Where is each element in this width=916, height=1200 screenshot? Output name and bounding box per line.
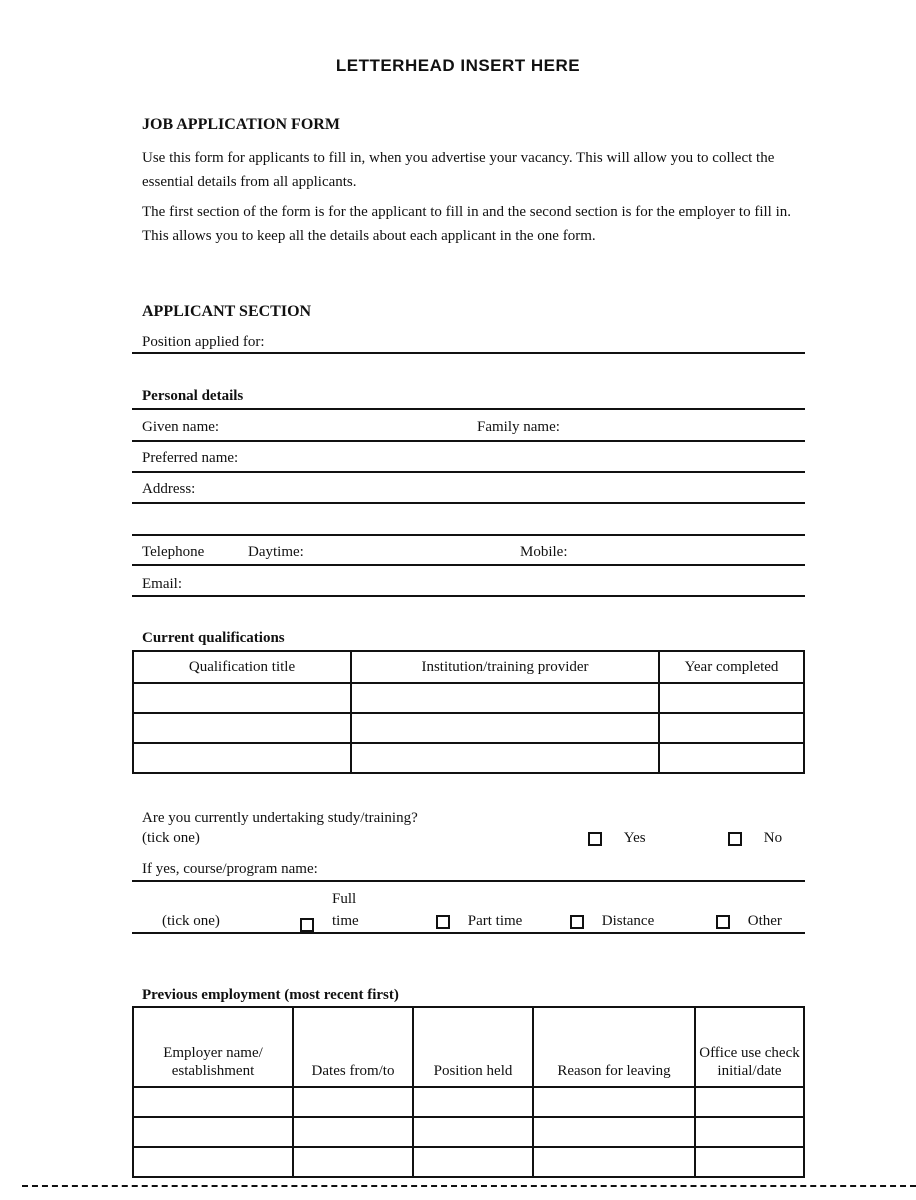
year-completed-header: Year completed xyxy=(659,651,804,683)
part-time-option[interactable] xyxy=(436,913,522,930)
table-cell[interactable] xyxy=(351,743,659,773)
distance-option[interactable] xyxy=(570,913,654,930)
telephone-field[interactable] xyxy=(132,564,805,566)
checkbox-icon[interactable] xyxy=(728,832,742,846)
study-mode-tick-one: (tick one) xyxy=(162,913,220,929)
table-row xyxy=(133,1087,804,1117)
qualifications-title: Current qualifications xyxy=(142,630,285,646)
part-time-label: Part time xyxy=(467,913,523,929)
office-use-header: Office use check initial/date xyxy=(695,1007,804,1087)
table-cell[interactable] xyxy=(413,1117,533,1147)
table-cell[interactable] xyxy=(659,683,804,713)
personal-details-title: Personal details xyxy=(142,388,244,404)
table-cell[interactable] xyxy=(695,1087,804,1117)
distance-label: Distance xyxy=(601,913,655,929)
course-name-label: If yes, course/program name: xyxy=(142,861,318,877)
table-cell[interactable] xyxy=(133,743,351,773)
form-title: JOB APPLICATION FORM xyxy=(142,116,340,133)
given-name-label: Given name: xyxy=(142,419,220,435)
email-label: Email: xyxy=(142,576,182,592)
table-cell[interactable] xyxy=(133,1087,293,1117)
table-cell[interactable] xyxy=(133,1147,293,1177)
other-option[interactable] xyxy=(716,913,782,930)
study-tick-one: (tick one) xyxy=(142,830,200,846)
reason-for-leaving-header: Reason for leaving xyxy=(533,1007,695,1087)
table-cell[interactable] xyxy=(533,1117,695,1147)
institution-header: Institution/training provider xyxy=(351,651,659,683)
course-name-field[interactable] xyxy=(132,880,805,882)
table-cell[interactable] xyxy=(533,1087,695,1117)
family-name-label: Family name: xyxy=(477,419,560,435)
address-field-line-2[interactable] xyxy=(132,534,805,536)
mobile-label: Mobile: xyxy=(520,544,568,560)
table-cell[interactable] xyxy=(413,1147,533,1177)
checkbox-icon[interactable] xyxy=(588,832,602,846)
table-cell[interactable] xyxy=(659,743,804,773)
table-cell[interactable] xyxy=(695,1117,804,1147)
divider xyxy=(132,408,805,410)
table-cell[interactable] xyxy=(695,1147,804,1177)
dates-header: Dates from/to xyxy=(293,1007,413,1087)
other-label: Other xyxy=(747,913,782,929)
table-row xyxy=(133,683,804,713)
intro-paragraph-1: Use this form for applicants to fill in, when you advertise your vacancy. This will allow you to collect the essential details from all applicants. xyxy=(142,150,775,190)
preferred-name-label: Preferred name: xyxy=(142,450,239,466)
table-cell[interactable] xyxy=(351,713,659,743)
table-cell[interactable] xyxy=(133,1117,293,1147)
full-time-label: Full time xyxy=(332,891,359,929)
table-cell[interactable] xyxy=(133,713,351,743)
address-field-line-1[interactable] xyxy=(132,502,805,504)
checkbox-icon[interactable] xyxy=(570,915,584,929)
employment-title: Previous employment (most recent first) xyxy=(142,987,399,1003)
telephone-label: Telephone xyxy=(142,544,205,560)
table-row xyxy=(133,713,804,743)
table-cell[interactable] xyxy=(413,1087,533,1117)
table-cell[interactable] xyxy=(293,1117,413,1147)
yes-label: Yes xyxy=(623,830,646,846)
daytime-label: Daytime: xyxy=(248,544,304,560)
cut-line-divider xyxy=(22,1185,916,1187)
study-question: Are you currently undertaking study/training? xyxy=(142,810,418,826)
qualification-title-header: Qualification title xyxy=(133,651,351,683)
checkbox-icon[interactable] xyxy=(436,915,450,929)
position-applied-label: Position applied for: xyxy=(142,334,265,350)
table-cell[interactable] xyxy=(133,683,351,713)
table-cell[interactable] xyxy=(293,1147,413,1177)
table-row xyxy=(133,743,804,773)
qualifications-table xyxy=(132,650,805,774)
no-label: No xyxy=(763,830,783,846)
study-mode-line xyxy=(132,932,805,934)
employer-header: Employer name/ establishment xyxy=(133,1007,293,1087)
table-cell[interactable] xyxy=(659,713,804,743)
study-yes-option[interactable] xyxy=(588,830,646,847)
position-applied-field[interactable] xyxy=(132,352,805,354)
table-cell[interactable] xyxy=(293,1087,413,1117)
table-row xyxy=(133,1147,804,1177)
table-row xyxy=(133,1117,804,1147)
table-cell[interactable] xyxy=(351,683,659,713)
address-label: Address: xyxy=(142,481,196,497)
position-held-header: Position held xyxy=(413,1007,533,1087)
checkbox-icon[interactable] xyxy=(300,918,314,932)
applicant-section-title: APPLICANT SECTION xyxy=(142,303,312,320)
table-cell[interactable] xyxy=(533,1147,695,1177)
given-family-name-field[interactable] xyxy=(132,440,805,442)
letterhead-placeholder: LETTERHEAD INSERT HERE xyxy=(335,56,581,75)
email-field[interactable] xyxy=(132,595,805,597)
intro-paragraph-2: The first section of the form is for the applicant to fill in and the second section is for the employer to fill in. This allows you to keep all the details about each applicant in the one form. xyxy=(142,204,791,244)
study-no-option[interactable] xyxy=(728,830,782,847)
checkbox-icon[interactable] xyxy=(716,915,730,929)
preferred-name-field[interactable] xyxy=(132,471,805,473)
employment-table xyxy=(132,1006,805,1178)
